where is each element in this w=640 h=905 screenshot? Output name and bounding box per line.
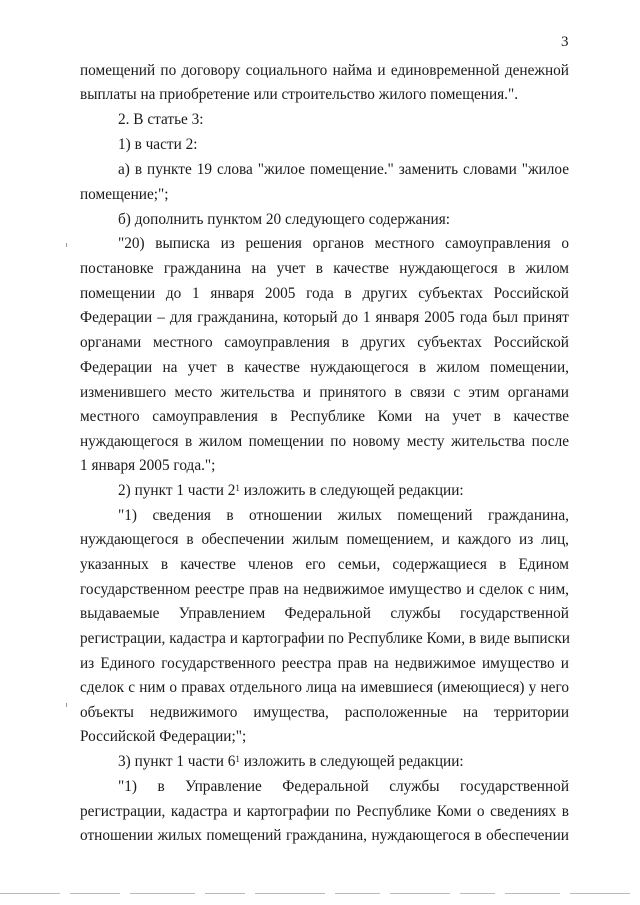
text-line: нуждающегося в обеспечении жилым помещением, и каждого из лиц, (80, 531, 569, 548)
text-line: Федерации – для гражданина, который до 1 января 2005 года был принят (80, 309, 569, 326)
page-number: 3 (561, 34, 569, 50)
text-line: нуждающегося в жилом помещении по новому месту жительства после (80, 433, 569, 450)
text-line: помещение;"; (80, 186, 169, 203)
text-line: помещении до 1 января 2005 года в других субъектах Российской (80, 285, 569, 302)
text-line-rest: изложить в следующей редакции: (243, 482, 464, 499)
text-line: а) в пункте 19 слова "жилое помещение." заменить словами "жилое (118, 161, 569, 178)
text-line: регистрации, кадастра и картографии по Республике Коми, в виде выписки (80, 630, 570, 647)
text-line: государственном реестре прав на недвижимое имущество и сделок с ним, (80, 581, 569, 598)
text-line: Федерации на учет в качестве нуждающегося в жилом помещении, (80, 359, 569, 376)
footer-scan-marks (0, 893, 640, 897)
text-line (118, 753, 569, 771)
text-line: объекты недвижимого имущества, расположенные на территории (80, 704, 569, 721)
text-line: постановке гражданина на учет в качестве нуждающегося в жилом (80, 260, 569, 277)
scan-mark (66, 243, 67, 247)
text-line: указанных в качестве членов его семьи, содержащиеся в Едином (80, 556, 569, 573)
scan-mark (66, 703, 67, 707)
text-line-rest: изложить в следующей редакции: (243, 753, 464, 770)
text-line: "1) сведения в отношении жилых помещений гражданина, (118, 507, 569, 524)
text-line: регистрации, кадастра и картографии по Республике Коми о сведениях в (80, 803, 569, 820)
text-line (118, 482, 569, 500)
text-line: Российской Федерации;"; (80, 728, 247, 745)
text-line: сделок с ним о правах отдельного лица на имевшиеся (имеющиеся) у него (80, 679, 569, 696)
text-line: изменившего место жительства и принятого в связи с этим органами (80, 384, 569, 401)
text-line: выдаваемые Управлением Федеральной службы государственной (80, 605, 569, 622)
text-line: отношении жилых помещений гражданина, нуждающегося в обеспечении (80, 827, 569, 844)
item-3-prefix: 3) пункт 1 части 6 (118, 753, 236, 770)
superscript: 1 (235, 483, 240, 493)
text-line: "20) выписка из решения органов местного самоуправления о (118, 235, 569, 252)
text-line: б) дополнить пунктом 20 следующего содержания: (118, 211, 451, 228)
text-line: выплаты на приобретение или строительство жилого помещения.". (80, 86, 519, 103)
text-line: 1) в части 2: (118, 136, 198, 153)
text-line: 2. В статье 3: (118, 111, 204, 128)
item-2-prefix: 2) пункт 1 части 2 (118, 482, 236, 499)
text-line: помещений по договору социального найма и единовременной денежной (80, 62, 569, 79)
text-line: органами местного самоуправления в других субъектах Российской (80, 334, 569, 351)
text-line: 1 января 2005 года."; (80, 457, 216, 474)
text-line: "1) в Управление Федеральной службы государственной (118, 778, 569, 795)
superscript: 1 (235, 754, 240, 764)
text-line: местного самоуправления в Республике Коми на учет в качестве (80, 408, 569, 425)
text-line: из Единого государственного реестра прав на недвижимое имущество и (80, 655, 569, 672)
